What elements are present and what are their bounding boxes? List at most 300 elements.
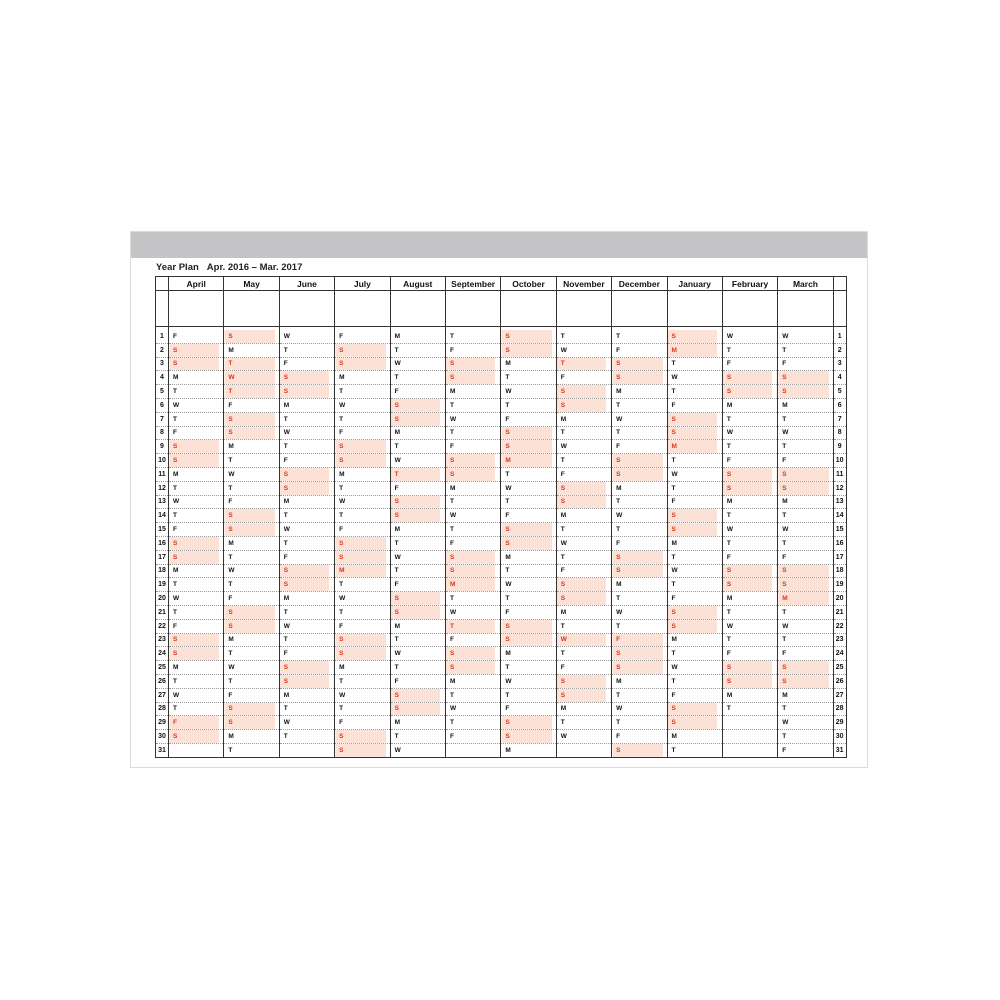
day-cell: W (335, 495, 390, 509)
day-cell: W (667, 371, 722, 385)
day-number: 10 (156, 454, 169, 468)
day-cell: F (279, 550, 334, 564)
day-row (156, 730, 847, 744)
day-cell: S (445, 550, 500, 564)
day-cell: S (778, 385, 833, 399)
day-cell: S (445, 357, 500, 371)
day-cell: T (445, 426, 500, 440)
day-row (156, 371, 847, 385)
day-cell: W (778, 330, 833, 344)
day-cell: S (722, 578, 777, 592)
day-number: 4 (156, 371, 169, 385)
day-cell: T (390, 343, 445, 357)
day-cell: T (445, 398, 500, 412)
day-cell: T (224, 481, 279, 495)
day-cell: W (445, 702, 500, 716)
day-cell: S (722, 661, 777, 675)
day-cell: T (335, 578, 390, 592)
day-cell: S (390, 398, 445, 412)
day-cell: F (556, 467, 611, 481)
day-cell: M (612, 578, 667, 592)
day-row (156, 454, 847, 468)
day-cell: W (612, 702, 667, 716)
day-cell: M (335, 661, 390, 675)
notes-cell (667, 291, 722, 327)
day-cell: S (445, 454, 500, 468)
day-cell: S (501, 716, 556, 730)
day-number: 6 (833, 398, 846, 412)
day-cell: S (445, 564, 500, 578)
day-number: 20 (156, 592, 169, 606)
day-cell: S (556, 495, 611, 509)
day-row (156, 467, 847, 481)
day-cell: T (169, 674, 224, 688)
day-cell: T (390, 467, 445, 481)
day-cell: S (335, 743, 390, 757)
day-cell: F (778, 647, 833, 661)
day-cell: F (279, 454, 334, 468)
day-cell: F (390, 674, 445, 688)
day-row (156, 440, 847, 454)
day-number: 15 (156, 523, 169, 537)
day-cell: F (778, 454, 833, 468)
day-number: 7 (156, 412, 169, 426)
day-cell: M (224, 440, 279, 454)
day-cell: T (335, 412, 390, 426)
day-cell: T (778, 730, 833, 744)
day-cell: M (169, 564, 224, 578)
notes-cell (445, 291, 500, 327)
day-cell: T (390, 661, 445, 675)
day-cell: S (501, 633, 556, 647)
day-cell: W (335, 592, 390, 606)
day-cell: M (612, 385, 667, 399)
day-number: 8 (833, 426, 846, 440)
day-cell: S (667, 605, 722, 619)
date-range: Apr. 2016 – Mar. 2017 (206, 262, 303, 273)
day-number: 8 (156, 426, 169, 440)
day-cell: S (169, 730, 224, 744)
day-cell: S (778, 674, 833, 688)
day-cell: T (778, 412, 833, 426)
month-header-january: January (667, 277, 722, 291)
day-cell: S (501, 536, 556, 550)
day-cell: S (279, 371, 334, 385)
month-header-may: May (224, 277, 279, 291)
day-cell: T (501, 592, 556, 606)
day-number: 12 (156, 481, 169, 495)
day-number: 10 (833, 454, 846, 468)
day-cell: T (279, 605, 334, 619)
day-cell: T (390, 633, 445, 647)
day-cell: S (335, 454, 390, 468)
day-row (156, 674, 847, 688)
day-cell: W (335, 398, 390, 412)
day-cell: F (778, 357, 833, 371)
day-cell: S (224, 412, 279, 426)
day-cell: S (390, 509, 445, 523)
day-row (156, 330, 847, 344)
day-cell: S (335, 343, 390, 357)
day-number: 29 (833, 716, 846, 730)
day-cell: T (335, 481, 390, 495)
day-cell: T (224, 743, 279, 757)
day-cell: S (390, 605, 445, 619)
day-row (156, 509, 847, 523)
day-cell: T (501, 688, 556, 702)
day-cell: S (778, 481, 833, 495)
day-cell: M (390, 716, 445, 730)
day-cell: S (667, 523, 722, 537)
day-number: 27 (833, 688, 846, 702)
day-cell: T (667, 743, 722, 757)
day-cell: S (667, 702, 722, 716)
day-cell: T (612, 716, 667, 730)
day-cell: T (335, 385, 390, 399)
day-cell: W (169, 495, 224, 509)
day-cell: S (390, 592, 445, 606)
day-cell: W (722, 426, 777, 440)
day-cell: W (445, 509, 500, 523)
day-row (156, 592, 847, 606)
notes-cell (169, 291, 224, 327)
day-cell: W (722, 523, 777, 537)
day-cell: M (390, 523, 445, 537)
day-cell: T (445, 688, 500, 702)
day-cell: F (445, 633, 500, 647)
day-number: 4 (833, 371, 846, 385)
day-cell: F (722, 357, 777, 371)
day-number: 6 (156, 398, 169, 412)
day-cell: S (279, 661, 334, 675)
day-cell: M (279, 592, 334, 606)
day-cell: S (224, 716, 279, 730)
day-cell: T (390, 371, 445, 385)
day-cell: F (722, 647, 777, 661)
day-cell: S (501, 440, 556, 454)
day-cell: F (335, 619, 390, 633)
day-cell: T (667, 481, 722, 495)
day-cell: S (169, 357, 224, 371)
day-cell: F (224, 592, 279, 606)
day-cell: S (667, 716, 722, 730)
day-number: 27 (156, 688, 169, 702)
day-cell: S (224, 509, 279, 523)
day-number: 22 (156, 619, 169, 633)
day-number: 17 (833, 550, 846, 564)
day-cell: W (722, 619, 777, 633)
day-cell: F (335, 716, 390, 730)
day-cell: S (612, 564, 667, 578)
day-row (156, 412, 847, 426)
day-cell: W (667, 467, 722, 481)
day-cell: M (778, 688, 833, 702)
day-cell: M (722, 398, 777, 412)
day-number: 30 (156, 730, 169, 744)
day-cell: T (722, 509, 777, 523)
day-cell: W (224, 467, 279, 481)
day-number: 14 (156, 509, 169, 523)
notes-cell (722, 291, 777, 327)
day-cell: M (224, 536, 279, 550)
notes-cell (156, 291, 169, 327)
notes-cell (556, 291, 611, 327)
day-cell: F (612, 536, 667, 550)
day-cell: M (445, 385, 500, 399)
day-cell: F (169, 426, 224, 440)
day-number: 25 (156, 661, 169, 675)
day-row (156, 702, 847, 716)
day-cell: T (778, 702, 833, 716)
day-number: 31 (833, 743, 846, 757)
day-cell: W (169, 688, 224, 702)
month-header-february: February (722, 277, 777, 291)
day-cell: T (667, 674, 722, 688)
day-cell: M (667, 343, 722, 357)
day-cell: F (390, 481, 445, 495)
day-row (156, 688, 847, 702)
day-cell: W (390, 647, 445, 661)
day-cell: S (224, 702, 279, 716)
day-cell: T (501, 371, 556, 385)
day-cell: F (778, 743, 833, 757)
day-cell: T (556, 426, 611, 440)
day-cell: T (224, 550, 279, 564)
day-cell: M (612, 674, 667, 688)
day-cell: F (224, 398, 279, 412)
day-cell: F (501, 702, 556, 716)
day-number: 20 (833, 592, 846, 606)
day-cell: M (778, 495, 833, 509)
year-calendar-table (155, 276, 847, 758)
day-cell: T (169, 702, 224, 716)
month-header-september: September (445, 277, 500, 291)
day-cell: T (279, 509, 334, 523)
day-cell: M (556, 509, 611, 523)
day-cell: F (169, 330, 224, 344)
day-cell: S (224, 523, 279, 537)
day-number: 5 (156, 385, 169, 399)
day-cell: T (612, 523, 667, 537)
day-number: 18 (833, 564, 846, 578)
day-cell: T (778, 605, 833, 619)
day-cell: W (612, 412, 667, 426)
day-cell: W (778, 523, 833, 537)
day-cell: F (335, 330, 390, 344)
year-plan-sheet (130, 231, 868, 768)
notes-cell (833, 291, 846, 327)
day-cell: F (224, 688, 279, 702)
day-cell: S (335, 440, 390, 454)
day-number: 9 (833, 440, 846, 454)
day-cell: S (778, 661, 833, 675)
day-cell: M (390, 619, 445, 633)
month-header-june: June (279, 277, 334, 291)
day-cell: T (612, 688, 667, 702)
day-cell: T (445, 716, 500, 730)
day-cell: T (722, 605, 777, 619)
day-number: 30 (833, 730, 846, 744)
notes-row (156, 291, 847, 327)
day-cell (722, 730, 777, 744)
day-cell: S (667, 619, 722, 633)
day-cell: M (169, 661, 224, 675)
day-cell (722, 743, 777, 757)
day-number: 21 (833, 605, 846, 619)
day-cell: F (722, 550, 777, 564)
day-cell: T (279, 536, 334, 550)
day-number: 2 (156, 343, 169, 357)
day-cell (556, 743, 611, 757)
day-cell: S (722, 467, 777, 481)
day-cell: F (612, 343, 667, 357)
day-cell: W (612, 509, 667, 523)
day-row (156, 343, 847, 357)
day-cell: S (667, 426, 722, 440)
day-cell: S (224, 330, 279, 344)
day-cell: S (169, 454, 224, 468)
day-number: 9 (156, 440, 169, 454)
day-cell: M (390, 426, 445, 440)
day-cell: T (224, 454, 279, 468)
day-cell: F (279, 647, 334, 661)
day-cell: T (224, 647, 279, 661)
day-cell: T (778, 536, 833, 550)
day-cell: S (279, 578, 334, 592)
day-cell: S (279, 564, 334, 578)
day-cell: F (667, 688, 722, 702)
day-cell: T (722, 412, 777, 426)
day-cell: M (667, 730, 722, 744)
day-cell: T (501, 398, 556, 412)
day-cell: M (501, 550, 556, 564)
day-cell: T (667, 647, 722, 661)
day-cell (445, 743, 500, 757)
day-number: 21 (156, 605, 169, 619)
day-cell: W (279, 523, 334, 537)
day-cell: S (335, 357, 390, 371)
day-row (156, 426, 847, 440)
day-cell: S (390, 702, 445, 716)
day-number: 19 (833, 578, 846, 592)
day-cell: T (335, 674, 390, 688)
day-cell: F (445, 730, 500, 744)
month-header-row (156, 277, 847, 291)
day-cell: S (501, 619, 556, 633)
day-cell: T (612, 592, 667, 606)
day-cell: W (445, 605, 500, 619)
day-cell: F (556, 564, 611, 578)
day-number: 26 (833, 674, 846, 688)
day-cell: M (224, 730, 279, 744)
day-cell: T (445, 330, 500, 344)
day-cell: W (279, 426, 334, 440)
day-cell: M (445, 481, 500, 495)
day-number: 13 (156, 495, 169, 509)
day-cell: M (335, 371, 390, 385)
day-cell: M (722, 688, 777, 702)
day-cell: F (390, 385, 445, 399)
day-cell: S (335, 633, 390, 647)
day-number: 16 (833, 536, 846, 550)
day-cell: T (667, 357, 722, 371)
day-cell: M (556, 605, 611, 619)
day-cell: S (722, 564, 777, 578)
day-cell: S (224, 426, 279, 440)
day-cell: S (335, 536, 390, 550)
day-cell: M (501, 647, 556, 661)
day-cell: T (556, 454, 611, 468)
day-cell: M (279, 398, 334, 412)
day-number: 2 (833, 343, 846, 357)
notes-cell (224, 291, 279, 327)
notes-cell (335, 291, 390, 327)
day-cell: T (612, 619, 667, 633)
day-cell: T (279, 702, 334, 716)
day-row (156, 495, 847, 509)
day-cell: S (722, 385, 777, 399)
day-number: 1 (833, 330, 846, 344)
month-header-october: October (501, 277, 556, 291)
day-cell: W (556, 440, 611, 454)
day-cell: F (556, 371, 611, 385)
day-cell: S (778, 578, 833, 592)
day-cell: T (612, 426, 667, 440)
day-cell: M (667, 633, 722, 647)
day-cell: M (556, 702, 611, 716)
day-row (156, 550, 847, 564)
day-cell: W (335, 688, 390, 702)
day-cell: M (445, 674, 500, 688)
day-cell: M (667, 440, 722, 454)
day-cell: S (556, 578, 611, 592)
month-header-november: November (556, 277, 611, 291)
day-cell: T (667, 550, 722, 564)
day-cell: F (612, 730, 667, 744)
day-number: 15 (833, 523, 846, 537)
day-cell: S (501, 523, 556, 537)
day-cell: S (556, 674, 611, 688)
day-cell: F (667, 495, 722, 509)
day-cell: W (667, 564, 722, 578)
day-cell: S (279, 467, 334, 481)
day-cell: T (556, 357, 611, 371)
day-cell: F (612, 440, 667, 454)
day-cell: M (778, 398, 833, 412)
day-number: 24 (833, 647, 846, 661)
day-cell: S (612, 467, 667, 481)
day-cell: T (612, 398, 667, 412)
day-cell: T (778, 633, 833, 647)
day-cell: M (224, 343, 279, 357)
day-cell: T (335, 605, 390, 619)
day-cell: S (445, 467, 500, 481)
day-cell: S (722, 481, 777, 495)
day-cell: F (169, 523, 224, 537)
day-cell: T (501, 564, 556, 578)
day-cell: M (612, 481, 667, 495)
day-cell: T (501, 661, 556, 675)
day-cell: T (279, 343, 334, 357)
day-cell: W (279, 716, 334, 730)
notes-cell (778, 291, 833, 327)
day-cell: W (501, 385, 556, 399)
day-row (156, 357, 847, 371)
day-cell: T (224, 578, 279, 592)
day-cell: T (169, 412, 224, 426)
day-cell: S (667, 412, 722, 426)
day-cell: T (778, 343, 833, 357)
